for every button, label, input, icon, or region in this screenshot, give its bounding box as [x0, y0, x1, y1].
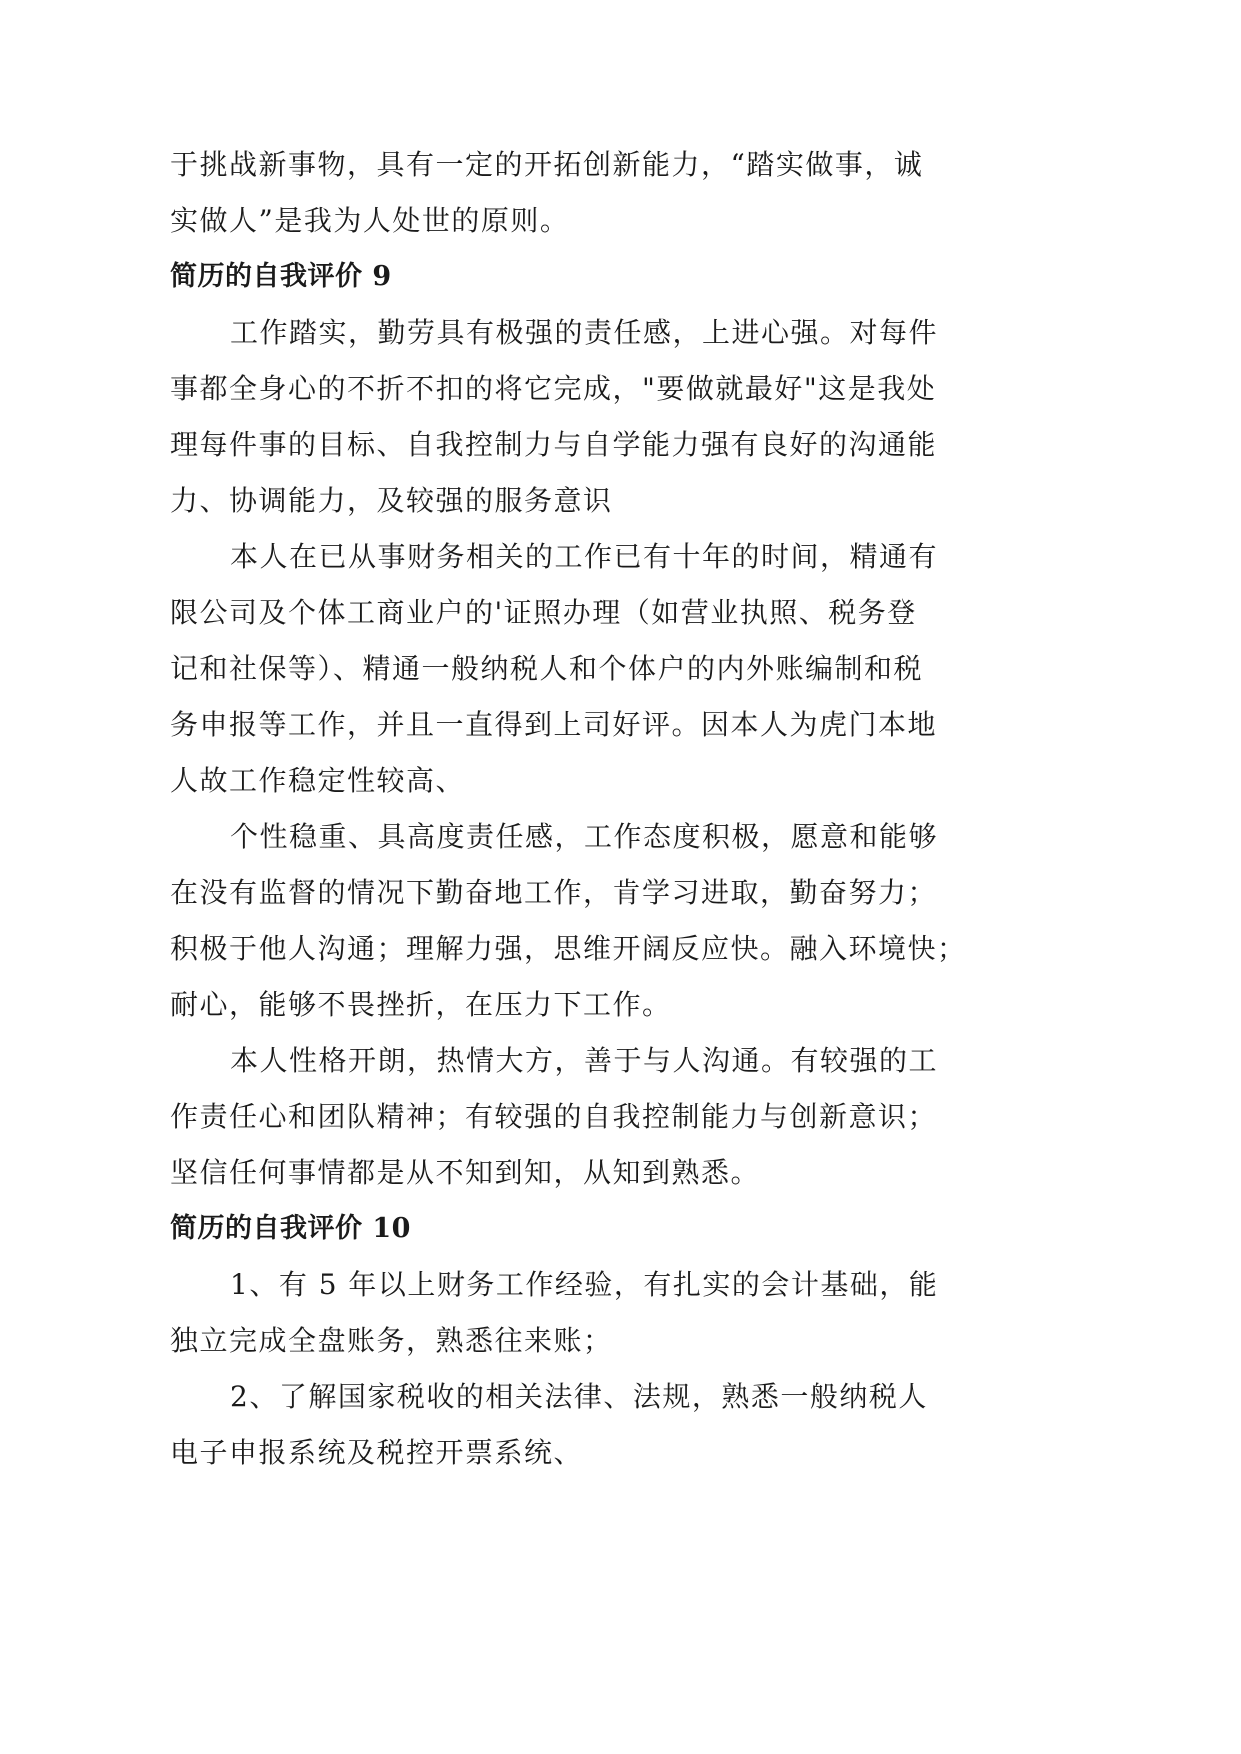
text-line: 力、协调能力，及较强的服务意识	[170, 484, 613, 517]
text-line: 作责任心和团队精神；有较强的自我控制能力与创新意识；	[170, 1100, 938, 1133]
text-line: 独立完成全盘账务，熟悉往来账；	[170, 1324, 613, 1357]
text-line: 个性稳重、具高度责任感，工作态度积极，愿意和能够	[230, 820, 939, 853]
paragraph	[170, 305, 945, 529]
text-line: 事都全身心的不折不扣的将它完成，"要做就最好"这是我处	[170, 372, 937, 405]
section-heading: 简历的自我评价 9	[170, 261, 392, 292]
paragraph	[170, 529, 945, 809]
text-line: 于挑战新事物，具有一定的开拓创新能力，“踏实做事，诚	[170, 148, 924, 181]
text-line: 积极于他人沟通；理解力强，思维开阔反应快。融入环境快；	[170, 932, 967, 965]
text-line: 工作踏实，勤劳具有极强的责任感，上进心强。对每件	[230, 316, 939, 349]
text-line: 务申报等工作，并且一直得到上司好评。因本人为虎门本地	[170, 708, 938, 741]
text-line: 实做人”是我为人处世的原则。	[170, 204, 570, 237]
text-line: 在没有监督的情况下勤奋地工作，肯学习进取，勤奋努力；	[170, 876, 938, 909]
text-line: 限公司及个体工商业户的'证照办理（如营业执照、税务登	[170, 596, 917, 629]
text-line: 本人性格开朗，热情大方，善于与人沟通。有较强的工	[230, 1044, 939, 1077]
paragraph	[170, 1257, 945, 1369]
paragraph	[170, 809, 967, 1033]
text-line: 2、了解国家税收的相关法律、法规，熟悉一般纳税人	[230, 1380, 928, 1413]
text-line: 记和社保等）、精通一般纳税人和个体户的内外账编制和税	[170, 652, 924, 685]
text-line: 电子申报系统及税控开票系统、	[170, 1436, 584, 1469]
text-line: 本人在已从事财务相关的工作已有十年的时间，精通有	[230, 540, 939, 573]
continuation-paragraph	[170, 137, 945, 249]
text-line: 1、有 5 年以上财务工作经验，有扎实的会计基础，能	[230, 1268, 939, 1301]
document-page	[170, 137, 967, 1481]
text-line: 人故工作稳定性较高、	[170, 764, 466, 797]
text-line: 理每件事的目标、自我控制力与自学能力强有良好的沟通能	[170, 428, 938, 461]
paragraph	[170, 1369, 945, 1481]
text-line: 坚信任何事情都是从不知到知，从知到熟悉。	[170, 1156, 761, 1189]
text-line: 耐心，能够不畏挫折，在压力下工作。	[170, 988, 672, 1021]
paragraph	[170, 1033, 945, 1201]
section-heading: 简历的自我评价 10	[170, 1213, 411, 1244]
